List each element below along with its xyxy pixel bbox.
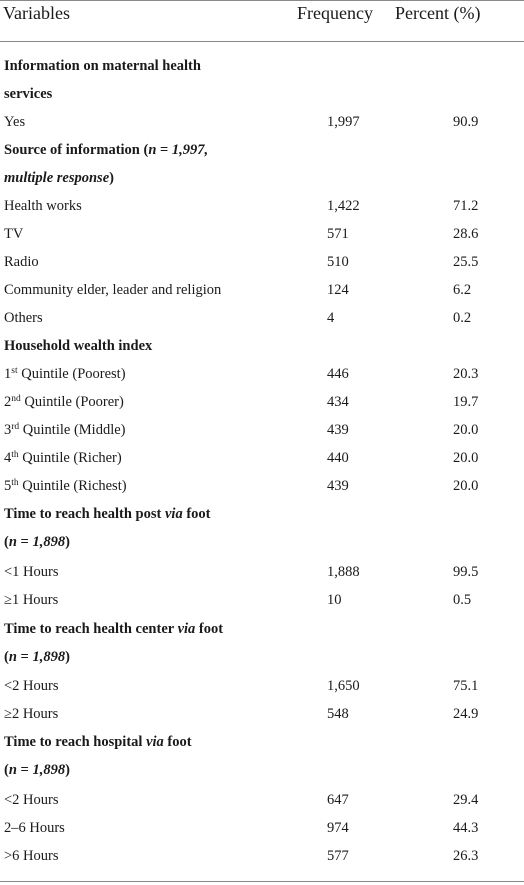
row-percent: 44.3 — [453, 820, 479, 836]
row-frequency: 439 — [327, 478, 349, 494]
row-label: Source of information (n = 1,997, — [4, 142, 209, 158]
row-label: multiple response) — [4, 170, 114, 186]
row-label: 2nd Quintile (Poorer) — [4, 394, 124, 410]
row-frequency: 440 — [327, 450, 349, 466]
table-bottom-rule — [0, 881, 524, 882]
row-percent: 0.5 — [453, 592, 472, 608]
row-frequency: 571 — [327, 226, 349, 242]
table-row — [0, 472, 524, 500]
table-row — [0, 192, 524, 220]
row-percent: 20.3 — [453, 366, 479, 382]
row-percent: 20.0 — [453, 450, 479, 466]
row-frequency: 1,997 — [327, 114, 360, 130]
row-percent: 6.2 — [453, 282, 472, 298]
row-percent: 20.0 — [453, 422, 479, 438]
row-label: >6 Hours — [4, 848, 59, 864]
row-label: Health works — [4, 198, 82, 214]
row-percent: 28.6 — [453, 226, 479, 242]
table-row-section — [0, 756, 524, 784]
table-row-section — [0, 643, 524, 671]
row-percent: 29.4 — [453, 792, 479, 808]
table-row — [0, 108, 524, 136]
row-percent: 75.1 — [453, 678, 479, 694]
table-row — [0, 558, 524, 586]
row-frequency: 434 — [327, 394, 349, 410]
row-label: Others — [4, 310, 43, 326]
table-row-section — [0, 500, 524, 528]
row-frequency: 446 — [327, 366, 349, 382]
row-label: <1 Hours — [4, 564, 59, 580]
row-label: Time to reach hospital via foot — [4, 734, 192, 750]
row-label: Time to reach health center via foot — [4, 621, 224, 637]
row-frequency: 1,888 — [327, 564, 360, 580]
row-label: 3rd Quintile (Middle) — [4, 422, 126, 438]
table-row — [0, 672, 524, 700]
header-variables: Variables — [3, 3, 70, 23]
row-frequency: 124 — [327, 282, 349, 298]
table-row-section — [0, 528, 524, 556]
row-frequency: 510 — [327, 254, 349, 270]
row-frequency: 577 — [327, 848, 349, 864]
table-row-section — [0, 728, 524, 756]
table-row — [0, 444, 524, 472]
row-label: 4th Quintile (Richer) — [4, 450, 122, 466]
row-label: Radio — [4, 254, 39, 270]
row-label: Yes — [4, 114, 26, 130]
row-label: <2 Hours — [4, 678, 59, 694]
row-percent: 71.2 — [453, 198, 479, 214]
header-percent: Percent (%) — [395, 3, 481, 23]
row-frequency: 439 — [327, 422, 349, 438]
table-row — [0, 586, 524, 614]
table-row-section — [0, 136, 524, 164]
row-percent: 19.7 — [453, 394, 479, 410]
row-percent: 26.3 — [453, 848, 479, 864]
table-top-rule — [0, 0, 524, 1]
table-row — [0, 220, 524, 248]
table-row-section — [0, 80, 524, 108]
row-label: (n = 1,898) — [4, 534, 70, 550]
row-frequency: 1,422 — [327, 198, 360, 214]
table-row — [0, 814, 524, 842]
row-frequency: 1,650 — [327, 678, 360, 694]
row-percent: 24.9 — [453, 706, 479, 722]
header-frequency: Frequency — [297, 3, 373, 23]
table-row — [0, 304, 524, 332]
row-label: ≥2 Hours — [4, 706, 59, 722]
row-label: Information on maternal health — [4, 58, 201, 74]
table-row — [0, 388, 524, 416]
row-label: Household wealth index — [4, 338, 153, 354]
row-frequency: 548 — [327, 706, 349, 722]
row-label: 2–6 Hours — [4, 820, 65, 836]
row-label: (n = 1,898) — [4, 649, 70, 665]
table-row-section — [0, 52, 524, 80]
row-label: Community elder, leader and religion — [4, 282, 222, 298]
table-row — [0, 416, 524, 444]
table-row-section — [0, 164, 524, 192]
row-label: 1st Quintile (Poorest) — [4, 366, 126, 382]
table-row-section — [0, 615, 524, 643]
row-label: services — [4, 86, 53, 102]
row-label: (n = 1,898) — [4, 762, 70, 778]
row-frequency: 10 — [327, 592, 342, 608]
row-label: TV — [4, 226, 24, 242]
row-percent: 0.2 — [453, 310, 472, 326]
row-frequency: 647 — [327, 792, 349, 808]
header-rule — [0, 41, 524, 42]
row-label: <2 Hours — [4, 792, 59, 808]
table-row — [0, 360, 524, 388]
row-frequency: 974 — [327, 820, 349, 836]
table-row — [0, 248, 524, 276]
row-label: ≥1 Hours — [4, 592, 59, 608]
table-row-section — [0, 332, 524, 360]
row-percent: 20.0 — [453, 478, 479, 494]
table-row — [0, 700, 524, 728]
table-row — [0, 842, 524, 870]
row-percent: 99.5 — [453, 564, 479, 580]
row-label: Time to reach health post via foot — [4, 506, 211, 522]
row-percent: 90.9 — [453, 114, 479, 130]
row-percent: 25.5 — [453, 254, 479, 270]
row-label: 5th Quintile (Richest) — [4, 478, 127, 494]
table-row — [0, 786, 524, 814]
row-frequency: 4 — [327, 310, 335, 326]
table-row — [0, 276, 524, 304]
